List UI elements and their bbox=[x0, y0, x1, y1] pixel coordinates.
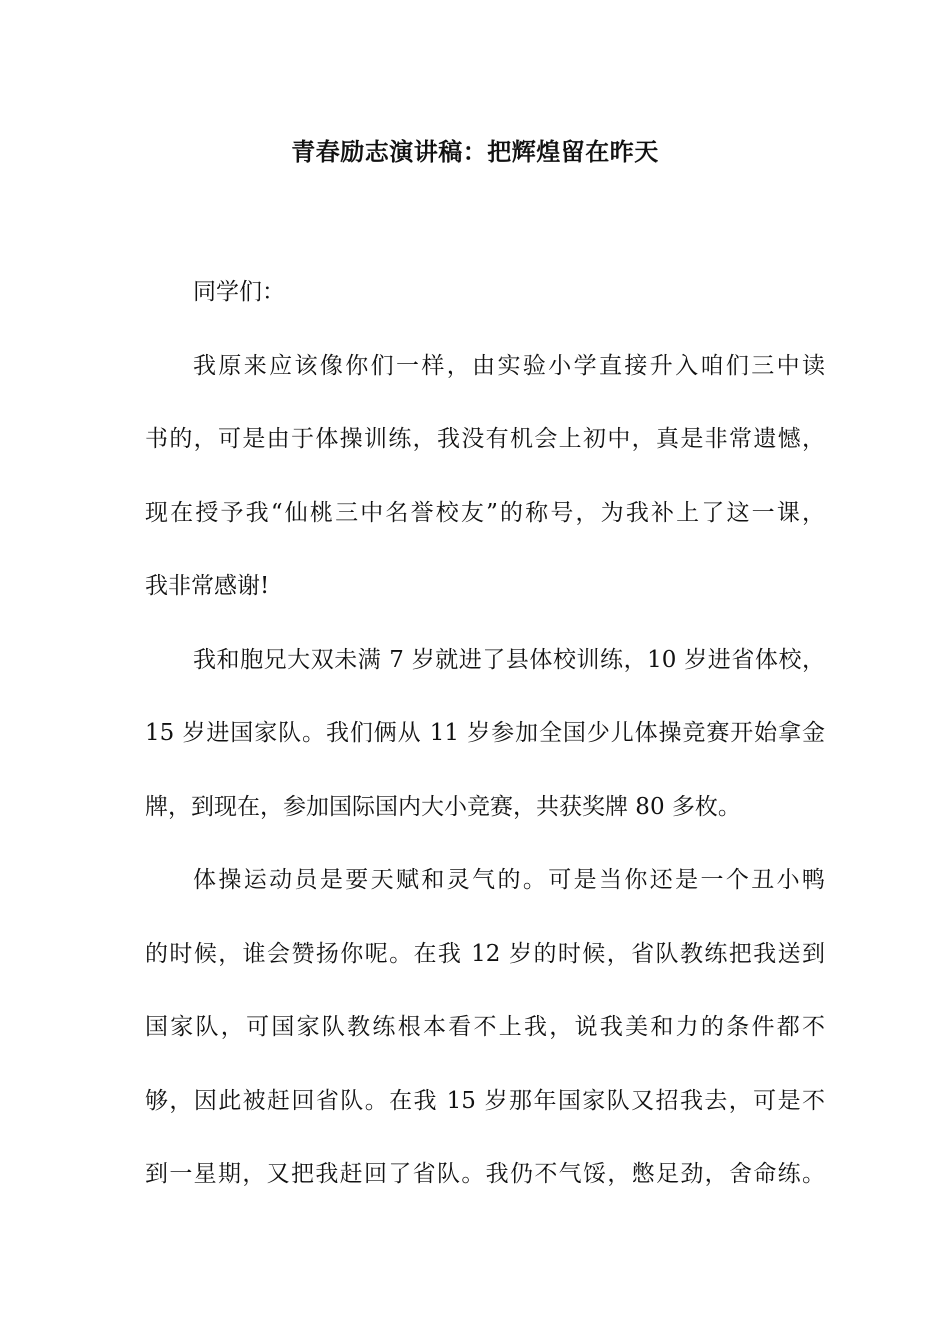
body-line: 书的，可是由于体操训练，我没有机会上初中，真是非常遗憾， bbox=[145, 426, 825, 452]
body-line: 我非常感谢! bbox=[145, 573, 270, 599]
body-line: 体操运动员是要天赋和灵气的。可是当你还是一个丑小鸭 bbox=[193, 867, 825, 893]
body-line: 我和胞兄大双未满 7 岁就进了县体校训练，10 岁进省体校， bbox=[193, 646, 825, 673]
body-line: 够，因此被赶回省队。在我 15 岁那年国家队又招我去，可是不 bbox=[145, 1087, 825, 1114]
document-title: 青春励志演讲稿：把辉煌留在昨天 bbox=[291, 137, 659, 166]
salutation-line: 同学们： bbox=[193, 279, 285, 305]
body-line: 的时候，谁会赞扬你呢。在我 12 岁的时候，省队教练把我送到 bbox=[145, 940, 825, 967]
body-line: 牌，到现在，参加国际国内大小竞赛，共获奖牌 80 多枚。 bbox=[145, 793, 741, 820]
body-line: 我原来应该像你们一样，由实验小学直接升入咱们三中读 bbox=[193, 352, 825, 379]
body-line: 国家队，可国家队教练根本看不上我，说我美和力的条件都不 bbox=[145, 1014, 825, 1040]
body-line: 15 岁进国家队。我们俩从 11 岁参加全国少儿体操竞赛开始拿金 bbox=[145, 720, 825, 746]
document-body bbox=[145, 256, 825, 1212]
body-line: 现在授予我“仙桃三中名誉校友”的称号，为我补上了这一课， bbox=[145, 499, 825, 526]
body-line: 到一星期，又把我赶回了省队。我仍不气馁，憋足劲，舍命练。 bbox=[145, 1161, 825, 1187]
